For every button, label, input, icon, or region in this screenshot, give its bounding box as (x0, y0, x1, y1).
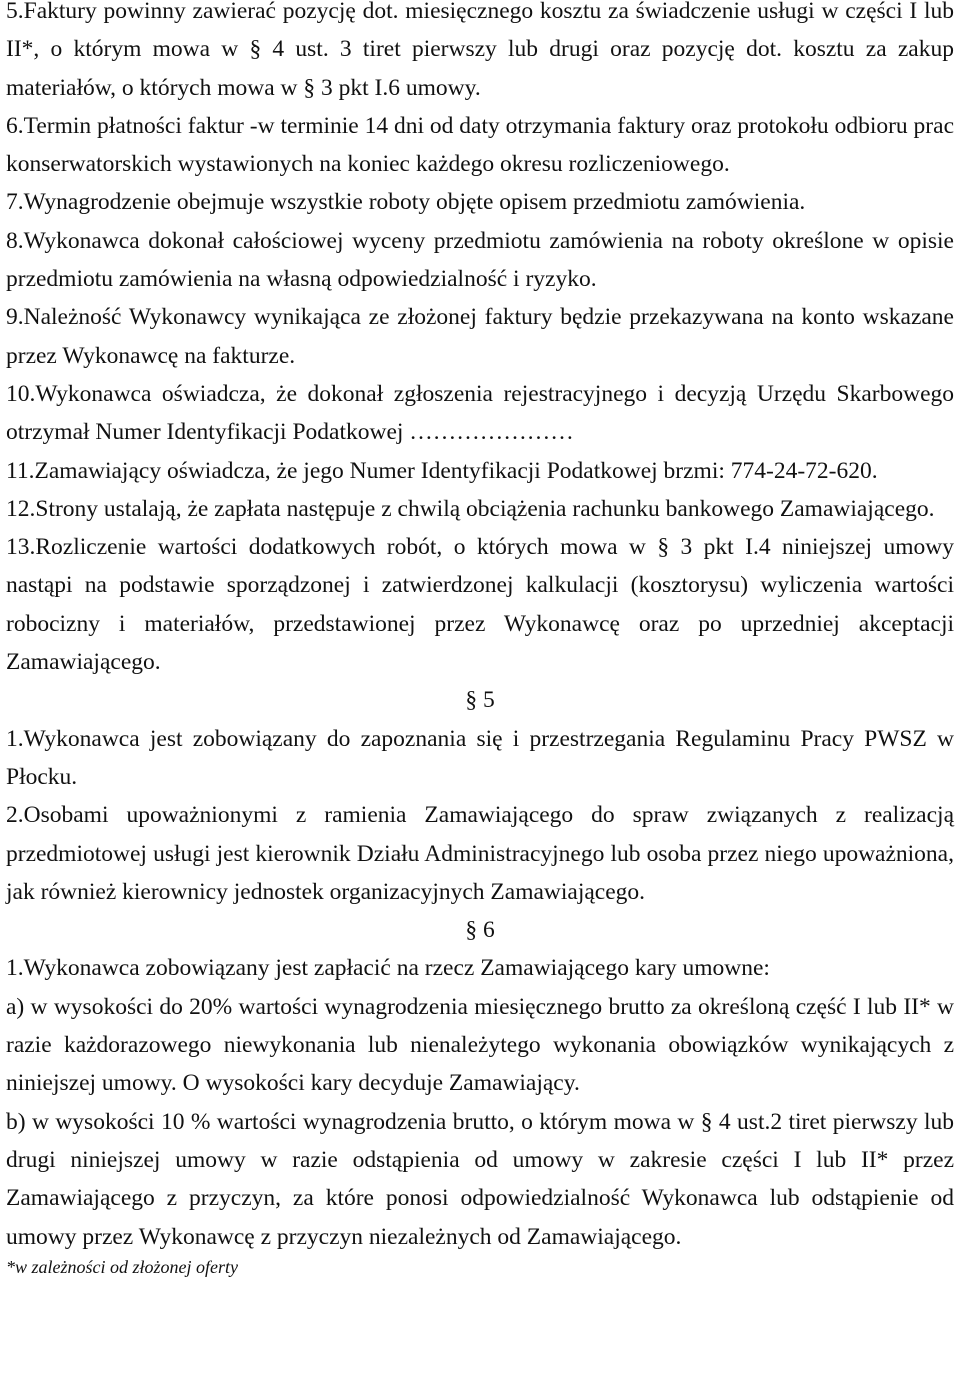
section-5-heading: § 5 (465, 687, 495, 714)
section-5-paragraph-1: 1.Wykonawca jest zobowiązany do zapoznania się i przestrzegania Regulaminu Pracy PWSZ w Płocku. (6, 725, 954, 790)
paragraph-6: 6.Termin płatności faktur -w terminie 14 dni od daty otrzymania faktury oraz protokołu odbioru prac konserwatorskich wystawionych na koniec każdego okresu rozliczeniowego. (6, 112, 954, 178)
paragraph-8: 8.Wykonawca dokonał całościowej wyceny przedmiotu zamówienia na roboty określone w opisie przedmiotu zamówienia na własną odpowiedzialność i ryzyko. (6, 227, 954, 293)
section-6-item-a: a) w wysokości do 20% wartości wynagrodzenia miesięcznego brutto za określoną część I lub II* w razie każdorazowego niewykonania lub nienależytego wykonania obowiązków wynikających z niniejszej umowy. O wysokości kary decyduje Zamawiający. (6, 993, 954, 1097)
paragraph-10: 10.Wykonawca oświadcza, że dokonał zgłoszenia rejestracyjnego i decyzją Urzędu Skarbowego otrzymał Numer Identyfikacji Podatkowej ………………… (6, 380, 954, 446)
paragraph-11: 11.Zamawiający oświadcza, że jego Numer Identyfikacji Podatkowej brzmi: 774-24-72-620. (6, 457, 878, 484)
section-5-paragraph-2: 2.Osobami upoważnionymi z ramienia Zamawiającego do spraw związanych z realizacją przedmiotowej usługi jest kierownik Działu Administracyjnego lub osoba przez niego upoważniona, jak również kierownicy jednostek organizacyjnych Zamawiającego. (6, 802, 954, 905)
footnote: *w zależności od złożonej oferty (6, 1256, 238, 1277)
paragraph-13: 13.Rozliczenie wartości dodatkowych robót, o których mowa w § 3 pkt I.4 niniejszej umowy nastąpi na podstawie sporządzonej i zatwierdzonej kalkulacji (kosztorysu) wyliczenia wartości robocizny i materiałów, przedstawionej przez Wykonawcę oraz po uprzedniej akceptacji Zamawiającego. (6, 534, 954, 676)
paragraph-5: 5.Faktury powinny zawierać pozycję dot. miesięcznego kosztu za świadczenie usługi w części I lub II*, o którym mowa w § 4 ust. 3 tiret pierwszy lub drugi oraz pozycję dot. kosztu za zakup materiałów, o których mowa w § 3 pkt I.6 umowy. (6, 0, 954, 101)
paragraph-7: 7.Wynagrodzenie obejmuje wszystkie roboty objęte opisem przedmiotu zamówienia. (6, 189, 806, 216)
section-6-heading: § 6 (465, 917, 495, 944)
paragraph-9: 9.Należność Wykonawcy wynikająca ze złożonej faktury będzie przekazywana na konto wskazane przez Wykonawcę na fakturze. (6, 304, 954, 369)
section-6-paragraph-1: 1.Wykonawca zobowiązany jest zapłacić na rzecz Zamawiającego kary umowne: (6, 955, 770, 982)
paragraph-12: 12.Strony ustalają, że zapłata następuje z chwilą obciążenia rachunku bankowego Zamawiającego. (6, 495, 935, 522)
section-6-item-b: b) w wysokości 10 % wartości wynagrodzenia brutto, o którym mowa w § 4 ust.2 tiret pierwszy lub drugi niniejszej umowy w razie odstąpienia od umowy w zakresie części I lub II* przez Zamawiającego z przyczyn, za które ponosi odpowiedzialność Wykonawca lub odstąpienie od umowy przez Wykonawcę z przyczyn niezależnych od Zamawiającego. (6, 1108, 954, 1250)
